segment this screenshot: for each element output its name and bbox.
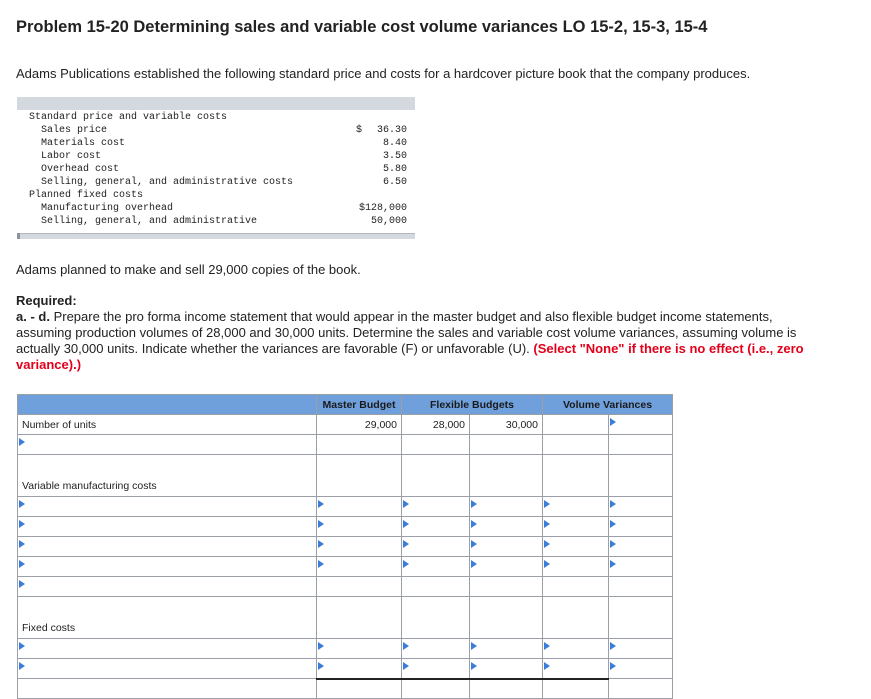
row-label-select[interactable] (18, 435, 317, 455)
table-row-input (18, 435, 673, 455)
flex-30000-input[interactable] (470, 537, 543, 557)
fixed-row-manufacturing: Manufacturing overhead $128,000 (41, 203, 407, 214)
variance-type-select[interactable] (609, 435, 673, 455)
standard-row-sales-price: Sales price $ 36.30 (41, 125, 407, 136)
dropdown-arrow-icon (471, 540, 477, 548)
table-row-input (18, 557, 673, 577)
table-row-input (18, 537, 673, 557)
dropdown-arrow-icon (471, 520, 477, 528)
planned-volume-text: Adams planned to make and sell 29,000 copies of the book. (16, 262, 361, 277)
header-blank (18, 395, 317, 415)
dropdown-arrow-icon (318, 500, 324, 508)
units-label: Number of units (18, 415, 317, 435)
dropdown-arrow-icon (318, 560, 324, 568)
flex-28000-input[interactable] (402, 517, 470, 537)
standard-heading-row (17, 111, 415, 124)
fixed-row-sga: Selling, general, and administrative 50,000 (41, 216, 407, 227)
dropdown-arrow-icon (610, 500, 616, 508)
dropdown-arrow-icon (544, 560, 550, 568)
flex-30000-input[interactable] (470, 435, 543, 455)
dropdown-arrow-icon (318, 642, 324, 650)
dropdown-arrow-icon (403, 560, 409, 568)
table-row-input (18, 517, 673, 537)
row-label-select[interactable] (18, 537, 317, 557)
dropdown-arrow-icon (471, 560, 477, 568)
dropdown-arrow-icon (610, 418, 616, 426)
flex-30000-input[interactable] (470, 679, 543, 699)
row-label-select[interactable] (18, 517, 317, 537)
master-input[interactable] (317, 517, 402, 537)
intro-text: Adams Publications established the following standard price and costs for a hardcover picture book that the company produces. (16, 66, 751, 81)
variance-type-select[interactable] (609, 639, 673, 659)
dropdown-arrow-icon (19, 540, 25, 548)
dropdown-arrow-icon (318, 540, 324, 548)
dropdown-arrow-icon (403, 642, 409, 650)
header-flexible-budgets: Flexible Budgets (402, 395, 543, 415)
standard-row-sga: Selling, general, and administrative costs 6.50 (41, 177, 407, 188)
dropdown-arrow-icon (318, 662, 324, 670)
standard-costs-footer-bar (17, 233, 415, 239)
variance-amount-input[interactable] (543, 557, 609, 577)
table-row-units (18, 415, 673, 435)
required-note: (Select "None" if there is no effect (i.e., zero variance).) (16, 341, 804, 372)
row-label-select[interactable] (18, 679, 317, 699)
dropdown-arrow-icon (544, 500, 550, 508)
required-heading: Required: (16, 293, 77, 308)
dropdown-arrow-icon (610, 642, 616, 650)
master-input[interactable] (317, 639, 402, 659)
dropdown-arrow-icon (403, 662, 409, 670)
flex-28000-input[interactable] (402, 537, 470, 557)
table-row-input (18, 497, 673, 517)
flex-28000-input[interactable] (402, 639, 470, 659)
variance-type-select[interactable] (609, 679, 673, 699)
dropdown-arrow-icon (19, 662, 25, 670)
dropdown-arrow-icon (610, 540, 616, 548)
master-input[interactable] (317, 557, 402, 577)
table-row-fixed-heading (18, 597, 673, 639)
variance-type-select[interactable] (609, 577, 673, 597)
dropdown-arrow-icon (610, 520, 616, 528)
flex-28000-input[interactable] (402, 577, 470, 597)
fixed-heading: Planned fixed costs (29, 190, 144, 201)
flex-30000-input[interactable] (470, 577, 543, 597)
units-master: 29,000 (317, 415, 402, 435)
dropdown-arrow-icon (544, 642, 550, 650)
variance-amount-input[interactable] (543, 415, 609, 435)
variance-type-select[interactable] (609, 517, 673, 537)
variance-type-select[interactable] (609, 497, 673, 517)
dropdown-arrow-icon (471, 500, 477, 508)
table-row-input (18, 577, 673, 597)
header-master-budget: Master Budget (317, 395, 402, 415)
flex-28000-input[interactable] (402, 679, 470, 699)
dropdown-arrow-icon (471, 662, 477, 670)
flex-28000-input[interactable] (402, 435, 470, 455)
row-label-select[interactable] (18, 497, 317, 517)
required-instructions: a. - d. Prepare the pro forma income statement that would appear in the master budget and also flexible budget income statements, assuming production volumes of 28,000 and 30,000 units. Determine the sales and variable cost volume variances, assuming volume is actually 30,000 units. Indicate whether the variances are favorable (F) or unfavorable (U). (Select "None" if there is no effect (i.e., zero variance).) (16, 309, 804, 372)
variance-type-select[interactable] (609, 415, 673, 435)
dropdown-arrow-icon (318, 520, 324, 528)
flex-28000-input[interactable] (402, 557, 470, 577)
standard-row-overhead: Overhead cost 5.80 (41, 164, 407, 175)
dropdown-arrow-icon (19, 500, 25, 508)
answer-table (17, 394, 673, 699)
variance-amount-input[interactable] (543, 537, 609, 557)
row-label-select[interactable] (18, 639, 317, 659)
fixed-heading-row (17, 189, 415, 202)
dropdown-arrow-icon (19, 560, 25, 568)
flex-30000-input[interactable] (470, 497, 543, 517)
table-row-variable-heading (18, 455, 673, 497)
table-header-row (18, 395, 673, 415)
dropdown-arrow-icon (403, 500, 409, 508)
variance-amount-input[interactable] (543, 497, 609, 517)
flex-30000-input[interactable] (470, 557, 543, 577)
variance-amount-input[interactable] (543, 435, 609, 455)
master-input[interactable] (317, 679, 402, 699)
dropdown-arrow-icon (471, 642, 477, 650)
dropdown-arrow-icon (610, 560, 616, 568)
variance-type-select[interactable] (609, 537, 673, 557)
standard-costs-header-bar (17, 97, 415, 110)
row-label-select[interactable] (18, 577, 317, 597)
variance-amount-input[interactable] (543, 517, 609, 537)
standard-heading: Standard price and variable costs (29, 112, 228, 123)
dropdown-arrow-icon (19, 642, 25, 650)
flex-30000-input[interactable] (470, 517, 543, 537)
units-flex-30000: 30,000 (470, 415, 543, 435)
dropdown-arrow-icon (403, 540, 409, 548)
fixed-costs-label: Fixed costs (18, 597, 317, 639)
table-row-input (18, 679, 673, 699)
units-flex-28000: 28,000 (402, 415, 470, 435)
table-row-input (18, 639, 673, 659)
dropdown-arrow-icon (610, 662, 616, 670)
master-input[interactable] (317, 497, 402, 517)
variable-costs-label: Variable manufacturing costs (18, 455, 317, 497)
dropdown-arrow-icon (544, 540, 550, 548)
standard-row-materials: Materials cost 8.40 (41, 138, 407, 149)
dropdown-arrow-icon (544, 662, 550, 670)
dropdown-arrow-icon (403, 520, 409, 528)
master-input[interactable] (317, 435, 402, 455)
dropdown-arrow-icon (19, 438, 25, 446)
flex-28000-input[interactable] (402, 497, 470, 517)
flex-30000-input[interactable] (470, 639, 543, 659)
row-label-select[interactable] (18, 557, 317, 577)
standard-row-labor: Labor cost 3.50 (41, 151, 407, 162)
master-input[interactable] (317, 577, 402, 597)
dropdown-arrow-icon (19, 580, 25, 588)
header-volume-variances: Volume Variances (543, 395, 673, 415)
page-title: Problem 15-20 Determining sales and variable cost volume variances LO 15-2, 15-3, 15-4 (16, 18, 708, 36)
dropdown-arrow-icon (19, 520, 25, 528)
variance-amount-input[interactable] (543, 639, 609, 659)
master-input[interactable] (317, 537, 402, 557)
variance-type-select[interactable] (609, 557, 673, 577)
variance-amount-input[interactable] (543, 577, 609, 597)
variance-amount-input[interactable] (543, 679, 609, 699)
dropdown-arrow-icon (544, 520, 550, 528)
standard-costs-box (17, 97, 415, 239)
